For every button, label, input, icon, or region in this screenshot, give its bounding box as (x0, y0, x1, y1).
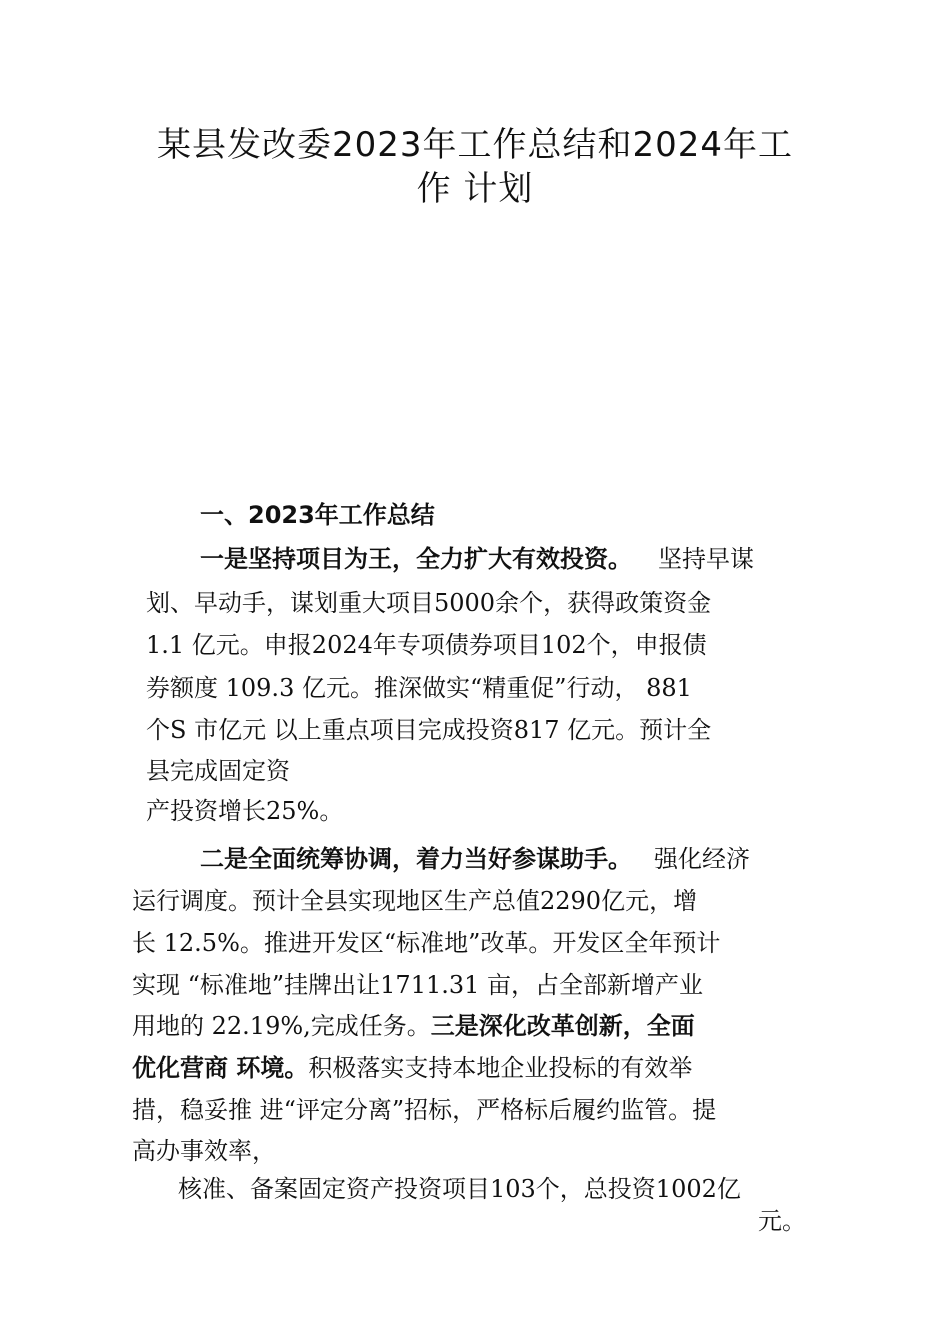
para1-line-1 (200, 542, 754, 576)
para3-line-2: 元。 (758, 1207, 806, 1235)
para1-line-6: 县完成固定资 (146, 757, 290, 785)
para1-line-3: 1.1 亿元。申报2024年专项债券项目102个，申报债 (146, 631, 707, 659)
section-heading-2023-summary: 一、2023年工作总结 (200, 501, 435, 529)
para2-line-1-text: 强化经济 (654, 845, 750, 873)
para1-line-2: 划、早动手，谋划重大项目5000余个，获得政策资金 (146, 589, 712, 617)
document-title-line-2: 作 计划 (416, 169, 534, 209)
para2-line-1 (200, 842, 750, 876)
para2-point-3-lead: 三是深化改革创新，全面 (430, 1012, 695, 1040)
para2-line-7: 措，稳妥推 进“评定分离”招标，严格标后履约监管。提 (132, 1096, 717, 1124)
para2-line-3: 长 12.5%。推进开发区“标准地”改革。开发区全年预计 (132, 929, 721, 957)
para2-line-4: 实现 “标准地”挂牌出让1711.31 亩，占全部新增产业 (132, 971, 704, 999)
para2-line-8: 高办事效率， (132, 1137, 276, 1165)
para2-line-5-text: 用地的 22.19%,完成任务。 (132, 1012, 431, 1040)
para2-line-6-text: 积极落实支持本地企业投标的有效举 (308, 1054, 693, 1082)
document-title-line-1: 某县发改委2023年工作总结和2024年工 (156, 125, 794, 165)
para2-lead: 二是全面统筹协调，着力当好参谋助手。 (200, 845, 632, 873)
para3-line-1: 核准、备案固定资产投资项目103个，总投资1002亿 (178, 1175, 741, 1203)
para1-line-7: 产投资增长25%。 (146, 797, 344, 825)
para2-line-5 (132, 1009, 695, 1043)
para1-lead: 一是坚持项目为王，全力扩大有效投资。 (200, 545, 632, 573)
para2-point-3-lead-cont: 优化营商 环境。 (132, 1054, 309, 1082)
para2-line-6 (132, 1051, 692, 1085)
para1-line-4: 券额度 109.3 亿元。推深做实“精重促”行动， 881 (146, 674, 692, 702)
para1-line-1-text: 坚持早谋 (658, 545, 754, 573)
para1-line-5: 个S 市亿元 以上重点项目完成投资817 亿元。预计全 (146, 716, 712, 744)
para2-line-2: 运行调度。预计全县实现地区生产总值2290亿元，增 (132, 887, 698, 915)
